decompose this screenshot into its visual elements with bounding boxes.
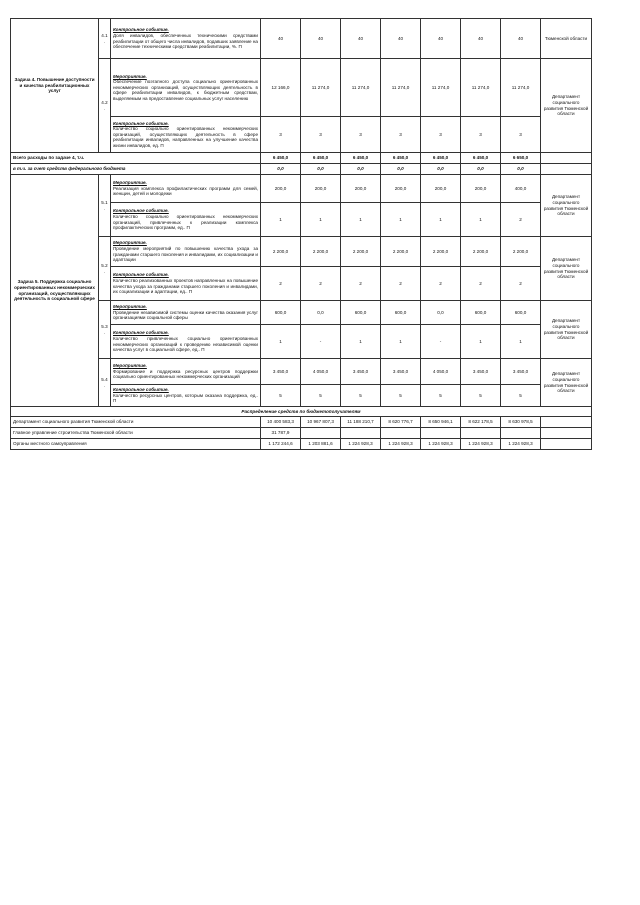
value-cell: 1 <box>301 203 341 237</box>
value-cell: 3 450,0 <box>261 359 301 385</box>
value-cell: 2 200,0 <box>501 237 541 267</box>
item-number: 5.4. <box>99 359 111 407</box>
value-cell: 0,0 <box>501 164 541 175</box>
empty-cell <box>541 428 592 439</box>
item-number: 5.3. <box>99 301 111 359</box>
federal-row <box>11 164 592 175</box>
value-cell: 2 <box>461 267 501 301</box>
recipient-label: Органы местного самоуправления <box>11 439 261 450</box>
table-row <box>11 301 592 325</box>
value-cell: 31 787,9 <box>261 428 301 439</box>
measure-cell: Мероприятие. Проведение мероприятий по повышению качества ухода за гражданами старшего поколения и инвалидами, их социализации и адаптации <box>111 237 261 267</box>
totals-row <box>11 153 592 164</box>
value-cell: 200,0 <box>261 175 301 203</box>
recipient-label: Департамент социального развития Тюменской области <box>11 417 261 428</box>
value-cell: 2 200,0 <box>261 237 301 267</box>
value-cell: 0,0 <box>421 164 461 175</box>
value-cell: 2 <box>381 267 421 301</box>
value-cell: 3 <box>381 117 421 153</box>
value-cell: 3 450,0 <box>501 359 541 385</box>
value-cell: 0,0 <box>341 164 381 175</box>
control-event-cell: Контрольное событие. Доля инвалидов, обеспеченных техническими средствами реабилитации от общего числа инвалидов, подавших заявление на обеспечение техническими средствами реабилитации, %. П <box>111 19 261 59</box>
totals-label: Всего расходы по задаче 4, т.ч. <box>11 153 261 164</box>
value-cell: 3 450,0 <box>341 359 381 385</box>
responsible-cell: Департамент социального развития Тюменской области <box>541 59 592 153</box>
value-cell: 40 <box>341 19 381 59</box>
value-cell: 2 200,0 <box>381 237 421 267</box>
responsible-cell: Тюменской области <box>541 19 592 59</box>
table-row <box>11 359 592 385</box>
value-cell: 2 <box>341 267 381 301</box>
value-cell <box>421 428 461 439</box>
value-cell: 600,0 <box>501 301 541 325</box>
value-cell: 5 <box>261 385 301 407</box>
value-cell <box>341 428 381 439</box>
measure-cell: Мероприятие. Формирование и поддержка ресурсных центров поддержки социально ориентированных некоммерческих организаций <box>111 359 261 385</box>
control-event-cell: Контрольное событие. Количество ресурсных центров, которым оказана поддержка, ед.. П <box>111 385 261 407</box>
value-cell: 1 <box>461 325 501 359</box>
distribution-header-row <box>11 407 592 417</box>
value-cell: 5 <box>421 385 461 407</box>
value-cell: 3 <box>261 117 301 153</box>
value-cell: 600,0 <box>461 301 501 325</box>
value-cell: 12 166,0 <box>261 59 301 117</box>
value-cell: 8 650 946,1 <box>421 417 461 428</box>
distribution-row <box>11 417 592 428</box>
value-cell: 1 224 928,3 <box>421 439 461 450</box>
value-cell: 1 <box>261 203 301 237</box>
value-cell: 40 <box>301 19 341 59</box>
value-cell: 1 224 928,3 <box>341 439 381 450</box>
value-cell: 6 450,0 <box>261 153 301 164</box>
value-cell: 0,0 <box>301 164 341 175</box>
value-cell: 3 <box>341 117 381 153</box>
control-event-cell: Контрольное событие. Количество социально ориентированных некоммерческих организаций, привлеченных к реализации комплекса профилактических программ, ед.. П <box>111 203 261 237</box>
item-number: 4.2. <box>99 59 111 153</box>
responsible-cell: Департамент социального развития Тюменской области <box>541 301 592 359</box>
value-cell: 40 <box>501 19 541 59</box>
value-cell: 4 050,0 <box>301 359 341 385</box>
empty-cell <box>541 417 592 428</box>
value-cell: 3 <box>461 117 501 153</box>
value-cell: 8 620 776,7 <box>381 417 421 428</box>
value-cell: 10 967 807,3 <box>301 417 341 428</box>
value-cell: 400,0 <box>501 175 541 203</box>
value-cell: 5 <box>301 385 341 407</box>
value-cell: 1 <box>381 325 421 359</box>
value-cell: - <box>301 325 341 359</box>
value-cell: 10 400 583,3 <box>261 417 301 428</box>
responsible-cell: Департамент социального развития Тюменской области <box>541 237 592 301</box>
distribution-row <box>11 428 592 439</box>
value-cell: 0,0 <box>461 164 501 175</box>
value-cell: 200,0 <box>381 175 421 203</box>
value-cell: 1 <box>341 325 381 359</box>
value-cell: 11 274,0 <box>501 59 541 117</box>
value-cell: 1 <box>261 325 301 359</box>
value-cell: 1 <box>501 325 541 359</box>
distribution-row <box>11 439 592 450</box>
responsible-cell: Департамент социального развития Тюменской области <box>541 175 592 237</box>
table-row <box>11 237 592 267</box>
value-cell: 6 450,0 <box>301 153 341 164</box>
table-row <box>11 19 592 59</box>
control-event-cell: Контрольное событие. Количество социально ориентированных некоммерческих организаций, осуществляющих деятельность в сфере реабилитации инвалидов, направленных на улучшение качества жизни инвалидов, ед. П <box>111 117 261 153</box>
federal-label: в т.ч. за счет средств федерального бюджета <box>11 164 261 175</box>
value-cell: 200,0 <box>301 175 341 203</box>
task-4-title: Задача 4. Повышение доступности и качества реабилитационных услуг <box>11 19 99 153</box>
value-cell: 2 <box>501 267 541 301</box>
value-cell: 0,0 <box>421 301 461 325</box>
value-cell: 1 224 928,3 <box>461 439 501 450</box>
value-cell: 8 630 978,5 <box>501 417 541 428</box>
value-cell: 8 622 178,5 <box>461 417 501 428</box>
value-cell: 1 <box>341 203 381 237</box>
value-cell: 40 <box>461 19 501 59</box>
value-cell: 200,0 <box>461 175 501 203</box>
value-cell: 4 050,0 <box>421 359 461 385</box>
value-cell <box>461 428 501 439</box>
value-cell: 1 172 244,6 <box>261 439 301 450</box>
value-cell: 600,0 <box>341 301 381 325</box>
value-cell: 2 <box>421 267 461 301</box>
value-cell: 200,0 <box>341 175 381 203</box>
value-cell: 2 <box>261 267 301 301</box>
value-cell <box>501 428 541 439</box>
value-cell: 6 450,0 <box>461 153 501 164</box>
value-cell: 40 <box>381 19 421 59</box>
value-cell: 3 <box>421 117 461 153</box>
value-cell: 600,0 <box>261 301 301 325</box>
value-cell: 11 274,0 <box>341 59 381 117</box>
value-cell: 11 274,0 <box>461 59 501 117</box>
item-number: 5.2. <box>99 237 111 301</box>
value-cell: 2 200,0 <box>421 237 461 267</box>
value-cell: 5 <box>341 385 381 407</box>
control-event-cell: Контрольное событие. Количество реализованных проектов направленных на повышение качества ухода за гражданами старшего поколения и инвалидами, их социализации и адаптации, ед.. П <box>111 267 261 301</box>
value-cell: 5 <box>501 385 541 407</box>
value-cell: 40 <box>261 19 301 59</box>
value-cell: 6 450,0 <box>421 153 461 164</box>
value-cell: 11 274,0 <box>381 59 421 117</box>
task-5-title: Задача 5. Поддержка социально ориентированных некоммерческих организаций, осуществляющих деятельность в социальной сфере <box>11 175 99 407</box>
value-cell: 2 <box>301 267 341 301</box>
value-cell: 0,0 <box>261 164 301 175</box>
value-cell: 6 450,0 <box>341 153 381 164</box>
value-cell: 1 203 881,6 <box>301 439 341 450</box>
value-cell: 200,0 <box>421 175 461 203</box>
measure-cell: Мероприятие. Проведение независимой системы оценки качества оказания услуг организациями социальной сферы <box>111 301 261 325</box>
program-table <box>10 18 592 450</box>
recipient-label: Главное управление строительства Тюменской области <box>11 428 261 439</box>
value-cell: 3 450,0 <box>461 359 501 385</box>
value-cell: 3 450,0 <box>381 359 421 385</box>
value-cell: 11 274,0 <box>301 59 341 117</box>
value-cell: 6 650,0 <box>501 153 541 164</box>
item-number: 4.1. <box>99 19 111 59</box>
value-cell: 2 <box>501 203 541 237</box>
value-cell: 2 200,0 <box>301 237 341 267</box>
measure-cell: Мероприятие. Обеспечение поэтапного доступа социально ориентированных некоммерческих организаций, осуществляющих деятельность в сфере реабилитации инвалидов, к бюджетным средствам, выделяемым на предоставление социальных услуг населению <box>111 59 261 117</box>
empty-cell <box>541 153 592 164</box>
value-cell: - <box>421 325 461 359</box>
measure-cell: Мероприятие. Реализация комплекса профилактических программ для семей, женщин, детей и молодежи <box>111 175 261 203</box>
value-cell: 6 450,0 <box>381 153 421 164</box>
value-cell: 11 188 210,7 <box>341 417 381 428</box>
value-cell: 0,0 <box>301 301 341 325</box>
item-number: 5.1. <box>99 175 111 237</box>
responsible-cell: Департамент социального развития Тюменской области <box>541 359 592 407</box>
value-cell: 600,0 <box>381 301 421 325</box>
value-cell: 1 <box>421 203 461 237</box>
table-row <box>11 175 592 203</box>
value-cell: 5 <box>461 385 501 407</box>
empty-cell <box>541 439 592 450</box>
empty-cell <box>541 164 592 175</box>
value-cell: 3 <box>301 117 341 153</box>
value-cell: 2 200,0 <box>341 237 381 267</box>
value-cell <box>381 428 421 439</box>
distribution-title: Распределение средств по бюджетополучателям <box>11 407 592 417</box>
value-cell: 1 <box>381 203 421 237</box>
value-cell: 0,0 <box>381 164 421 175</box>
value-cell: 40 <box>421 19 461 59</box>
value-cell <box>301 428 341 439</box>
table-row <box>11 59 592 117</box>
value-cell: 1 <box>461 203 501 237</box>
value-cell: 3 <box>501 117 541 153</box>
value-cell: 2 200,0 <box>461 237 501 267</box>
value-cell: 1 224 928,3 <box>381 439 421 450</box>
control-event-cell: Контрольное событие. Количество привлеченных социально ориентированных некоммерческих организаций к проведению независимой оценки качества услуг в социальной сфере, ед.. П <box>111 325 261 359</box>
value-cell: 5 <box>381 385 421 407</box>
value-cell: 1 224 928,3 <box>501 439 541 450</box>
value-cell: 11 274,0 <box>421 59 461 117</box>
